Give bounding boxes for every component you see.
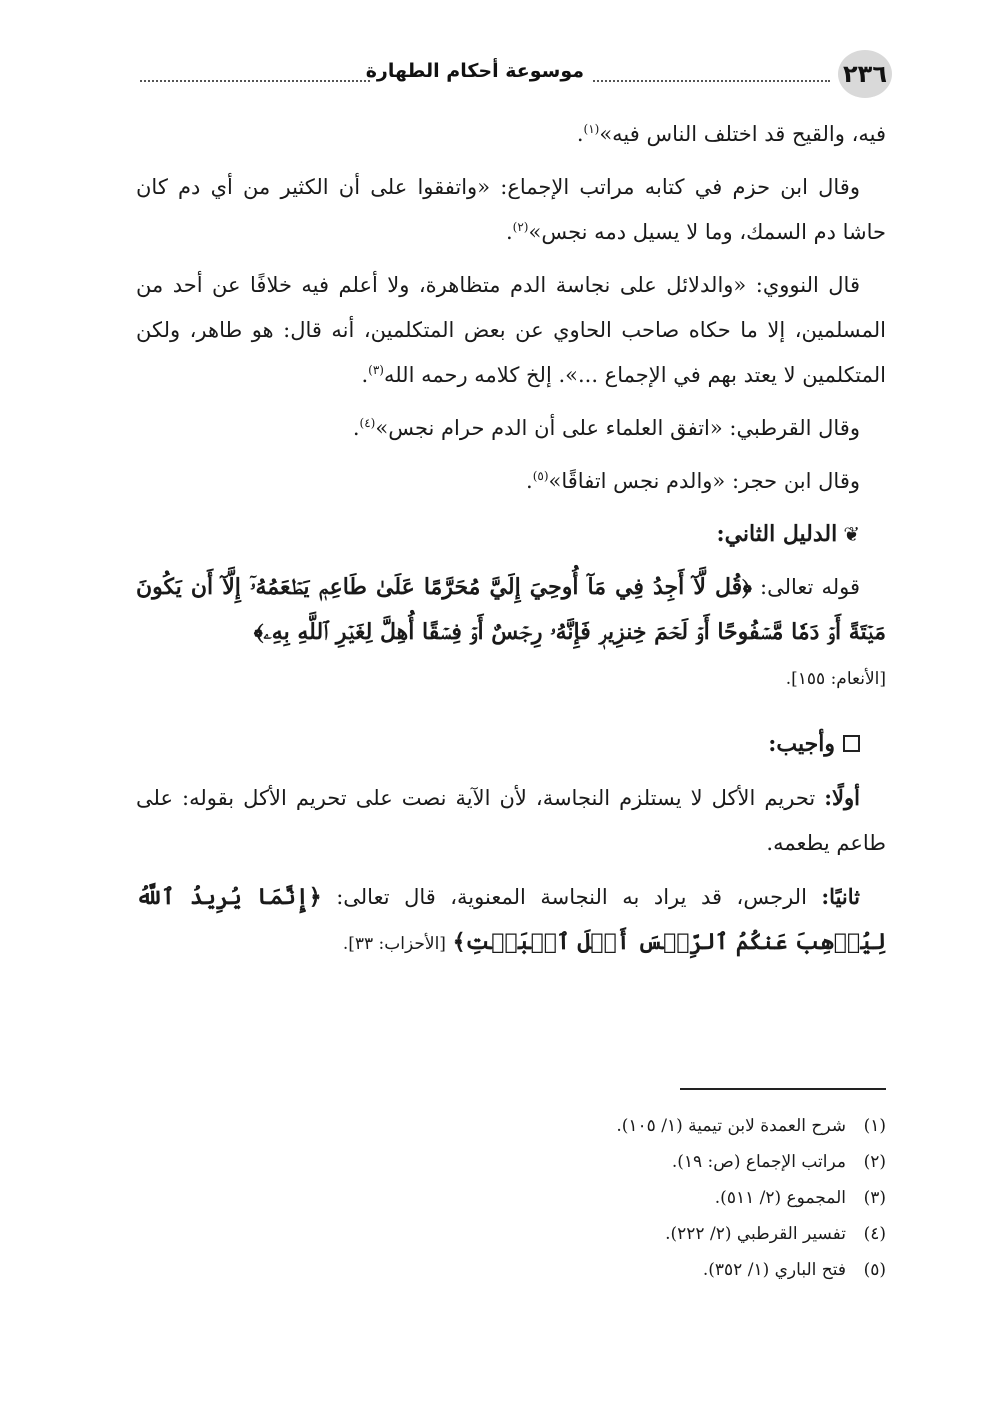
footnote-ref[interactable]: (٥) bbox=[532, 469, 549, 483]
footnotes bbox=[136, 1108, 886, 1288]
paragraph-qurtubi: وقال القرطبي: «اتفق العلماء على أن الدم حرام نجس»$^{(٤)}$. bbox=[352, 416, 860, 440]
paragraph-ibn-hazm: وقال ابن حزم في كتابه مراتب الإجماع: «واتفقوا على أن الكثير من أي دم كان حاشا دم السمك، وما لا يسيل دمه نجس»$^{(٢)}$. bbox=[136, 175, 886, 244]
verse-reference: [الأحزاب: ٣٣]. bbox=[342, 934, 446, 954]
paragraph-verse-anam: قوله تعالى: ﴿قُل لَّآ أَجِدُ فِي مَآ أُوحِيَ إِلَيَّ مُحَرَّمًا عَلَىٰ طَاعِمٖ يَطۡعَمُهُۥٓ إِلَّآ أَن يَكُونَ مَيۡتَةً أَوۡ دَمٗا مَّسۡفُوحًا أَوۡ لَحۡمَ خِنزِيرٖ فَإِنَّهُۥ رِجۡسٌ أَوۡ فِسۡقًا أُهِلَّ لِغَيۡرِ ٱللَّهِ بِهِۦ﴾ bbox=[136, 574, 886, 645]
paragraph-1: فيه، والقيح قد اختلف الناس فيه»$^{(١)}$. bbox=[576, 122, 886, 146]
footnote-item: (٣)المجموع (٢/ ٥١١). bbox=[714, 1188, 886, 1208]
footnote-item: (١)شرح العمدة لابن تيمية (١/ ١٠٥). bbox=[616, 1116, 886, 1136]
quran-verse: ﴿إِنَّمَا يُرِيدُ ٱللَّهُ لِيُذۡهِبَ عَنكُمُ ٱلرِّجۡسَ أَهۡلَ ٱلۡبَيۡتِ﴾ bbox=[136, 884, 886, 955]
footnote-ref[interactable]: (٢) bbox=[512, 220, 529, 234]
section-heading-second-evidence: ❦الدليل الثاني: bbox=[716, 521, 860, 547]
header-dotted-rule-right bbox=[590, 80, 830, 82]
square-bullet-icon bbox=[843, 735, 860, 752]
paragraph-ibn-hajar: وقال ابن حجر: «والدم نجس اتفاقًا»$^{(٥)}$. bbox=[526, 469, 860, 493]
footnote-ref[interactable]: (٤) bbox=[359, 416, 376, 430]
page-number: ٢٣٦ bbox=[838, 50, 892, 98]
footnote-item: (٤)تفسير القرطبي (٢/ ٢٢٢). bbox=[665, 1224, 886, 1244]
paragraph-answer-2: ثانيًا: الرجس، قد يراد به النجاسة المعنوية، قال تعالى: ﴿إِنَّمَا يُرِيدُ ٱللَّهُ لِيُذۡهِبَ عَنكُمُ ٱلرِّجۡسَ أَهۡلَ ٱلۡبَيۡتِ﴾ [الأحزاب: ٣٣]. bbox=[136, 884, 886, 955]
footnote-separator bbox=[680, 1088, 886, 1090]
main-text bbox=[136, 112, 886, 967]
footnote-ref[interactable]: (١) bbox=[583, 122, 600, 136]
answer-heading: وأجيب: bbox=[136, 722, 886, 767]
verse-reference: [الأنعام: ١٥٥]. bbox=[785, 669, 886, 689]
leaf-bullet-icon: ❦ bbox=[843, 522, 860, 546]
page-header bbox=[140, 50, 892, 98]
footnote-ref[interactable]: (٣) bbox=[368, 363, 384, 377]
footnote-item: (٢)مراتب الإجماع (ص: ١٩). bbox=[671, 1152, 886, 1172]
footnote-item: (٥)فتح الباري (١/ ٣٥٢). bbox=[702, 1260, 886, 1280]
quran-verse: ﴿قُل لَّآ أَجِدُ فِي مَآ أُوحِيَ إِلَيَّ مُحَرَّمًا عَلَىٰ طَاعِمٖ يَطۡعَمُهُۥٓ إِلَّآ أَن يَكُونَ مَيۡتَةً أَوۡ دَمٗا مَّسۡفُوحًا أَوۡ لَحۡمَ خِنزِيرٖ فَإِنَّهُۥ رِجۡسٌ أَوۡ فِسۡقًا أُهِلَّ لِغَيۡرِ ٱللَّهِ بِهِۦ﴾ bbox=[136, 574, 886, 645]
paragraph-answer-1: أولًا: تحريم الأكل لا يستلزم النجاسة، لأن الآية نصت على تحريم الأكل بقوله: على طاعم يطعمه. bbox=[136, 785, 886, 855]
header-dotted-rule-left bbox=[140, 80, 370, 82]
running-title: موسوعة أحكام الطهارة bbox=[358, 60, 592, 82]
paragraph-nawawi: قال النووي: «والدلائل على نجاسة الدم متظاهرة، ولا أعلم فيه خلافًا عن أحد من المسلمين، إلا ما حكاه صاحب الحاوي عن بعض المتكلمين، أنه قال: هو طاهر، ولكن المتكلمين لا يعتد بهم في الإجماع ...». إلخ كلامه رحمه الله$^{(٣)}$. bbox=[136, 273, 886, 387]
